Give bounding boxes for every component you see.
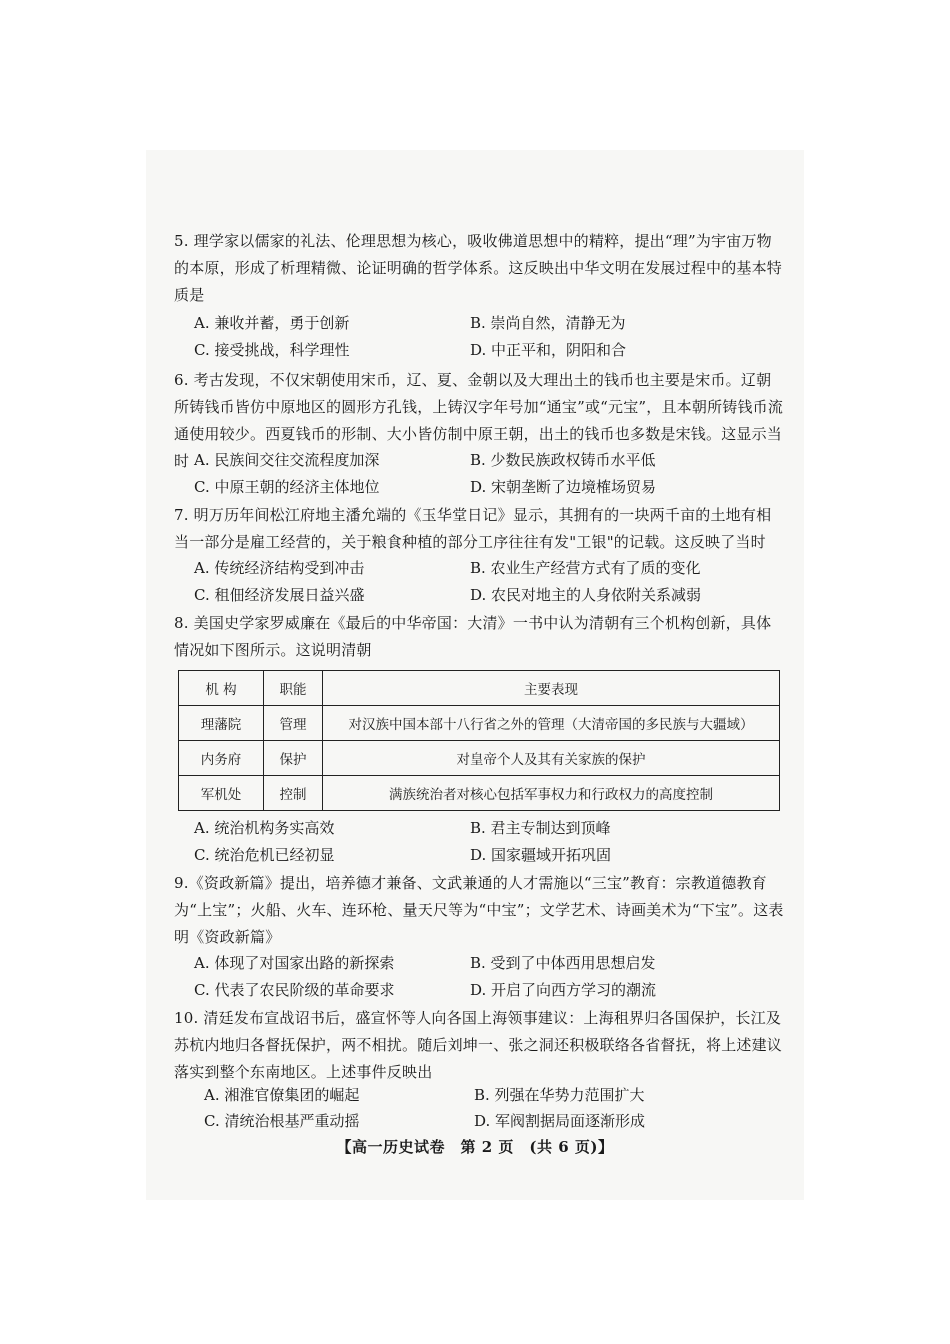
header-performance: 主要表现 [323,671,780,706]
q8-option-c: C. 统治危机已经初显 [194,846,335,864]
q5-option-c: C. 接受挑战，科学理性 [194,341,350,359]
table-row [179,706,780,741]
q8-option-a: A. 统治机构务实高效 [194,819,335,837]
q8-option-b: B. 君主专制达到顶峰 [470,819,611,837]
header-function: 职能 [264,671,323,706]
q5-option-b: B. 崇尚自然，清静无为 [470,314,626,332]
q8-option-d: D. 国家疆域开拓巩固 [470,846,612,864]
q6-option-b: B. 少数民族政权铸币水平低 [470,451,656,469]
table-cell: 对汉族中国本部十八行省之外的管理（大清帝国的多民族与大疆域） [323,706,780,741]
table-cell: 满族统治者对核心包括军事权力和行政权力的高度控制 [323,776,780,811]
question-8-stem: 8. 美国史学家罗威廉在《最后的中华帝国：大清》一书中认为清朝有三个机构创新，具体情况如下图所示。这说明清朝 [174,614,772,659]
table-cell: 内务府 [179,741,264,776]
q5-option-d: D. 中正平和，阴阳和合 [470,341,627,359]
header-institution: 机 构 [179,671,264,706]
table-cell: 军机处 [179,776,264,811]
q6-option-d: D. 宋朝垄断了边境榷场贸易 [470,478,657,496]
q6-option-c: C. 中原王朝的经济主体地位 [194,478,380,496]
q9-option-b: B. 受到了中体西用思想启发 [470,954,656,972]
q7-option-a: A. 传统经济结构受到冲击 [194,559,365,577]
table-cell: 对皇帝个人及其有关家族的保护 [323,741,780,776]
q10-option-c: C. 清统治根基严重动摇 [204,1112,360,1130]
q9-option-a: A. 体现了对国家出路的新探索 [194,954,395,972]
table-cell: 管理 [264,706,323,741]
q9-option-d: D. 开启了向西方学习的潮流 [470,981,657,999]
q7-option-d: D. 农民对地主的人身依附关系减弱 [470,586,702,604]
question-9-stem: 9.《资政新篇》提出，培养德才兼备、文武兼通的人才需施以“三宝”教育：宗教道德教育为“上宝”；火船、火车、连环枪、量天尺等为“中宝”；文学艺术、诗画美术为“下宝”。这表明《资政新篇》 [174,874,784,946]
table-row [179,741,780,776]
q7-option-c: C. 租佃经济发展日益兴盛 [194,586,365,604]
page-footer: 【高一历史试卷 第 2 页 (共 6 页)】 [336,1138,614,1156]
question-10-stem: 10. 清廷发布宣战诏书后，盛宣怀等人向各国上海领事建议：上海租界归各国保护，长江及苏杭内地归各督抚保护，两不相扰。随后刘坤一、张之洞还积极联络各省督抚，将上述建议落实到整个东南地区。上述事件反映出 [174,1009,783,1081]
q10-option-b: B. 列强在华势力范围扩大 [474,1086,645,1104]
q6-option-a: A. 民族间交往交流程度加深 [194,451,380,469]
table-cell: 保护 [264,741,323,776]
question-6-stem: 6. 考古发现，不仅宋朝使用宋币，辽、夏、金朝以及大理出土的钱币也主要是宋币。辽朝所铸钱币皆仿中原地区的圆形方孔钱，上铸汉字年号加“通宝”或“元宝”，且本朝所铸钱币流通使用较少。西夏钱币的形制、大小皆仿制中原王朝，出土的钱币也多数是宋钱。这显示当时 [174,371,784,470]
q10-option-d: D. 军阀割据局面逐渐形成 [474,1112,646,1130]
table-row [179,776,780,811]
q5-option-a: A. 兼收并蓄，勇于创新 [194,314,350,332]
institution-table [178,670,780,811]
table-header-row [179,671,780,706]
question-5-stem: 5. 理学家以儒家的礼法、伦理思想为核心，吸收佛道思想中的精粹，提出“理”为宇宙万物的本原，形成了析理精微、论证明确的哲学体系。这反映出中华文明在发展过程中的基本特质是 [174,232,783,304]
question-7-stem: 7. 明万历年间松江府地主潘允端的《玉华堂日记》显示，其拥有的一块两千亩的土地有相当一部分是雇工经营的，关于粮食种植的部分工序往往有发"工银"的记载。这反映了当时 [174,506,772,551]
table-cell: 理藩院 [179,706,264,741]
q10-option-a: A. 湘淮官僚集团的崛起 [204,1086,360,1104]
table-cell: 控制 [264,776,323,811]
q7-option-b: B. 农业生产经营方式有了质的变化 [470,559,701,577]
q9-option-c: C. 代表了农民阶级的革命要求 [194,981,395,999]
